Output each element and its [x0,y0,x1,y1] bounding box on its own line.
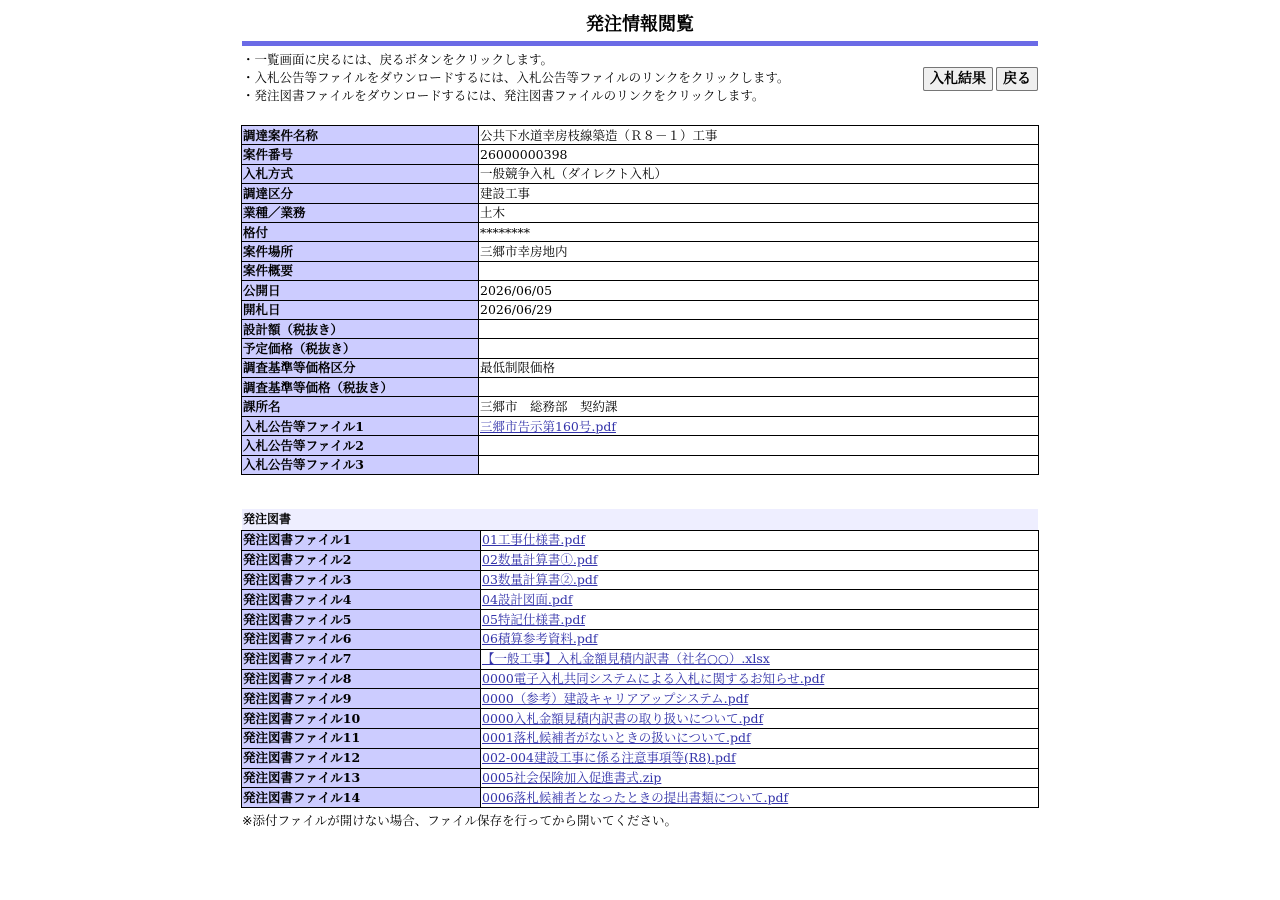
document-file-link[interactable]: 04設計図面.pdf [482,591,573,607]
document-row [242,590,1039,610]
document-row [242,709,1039,729]
info-value: 三郷市幸房地内 [479,242,1039,261]
instructions [242,51,1038,105]
document-file-link[interactable]: 05特記仕様書.pdf [482,611,586,627]
document-cell [481,550,1039,570]
documents-table [241,530,1039,808]
document-row [242,729,1039,749]
info-label: 調達案件名称 [242,126,479,145]
document-file-link[interactable]: 0005社会保険加入促進書式.zip [482,769,662,785]
document-cell [481,630,1039,650]
document-cell [481,570,1039,590]
info-row [242,145,1039,164]
instruction-line: ・一覧画面に戻るには、戻るボタンをクリックします。 [242,52,554,67]
document-file-link[interactable]: 06積算参考資料.pdf [482,631,598,647]
info-value: 公共下水道幸房枝線築造（Ｒ８－１）工事 [479,126,1039,145]
info-row [242,455,1039,474]
document-row [242,748,1039,768]
info-value: 三郷市 総務部 契約課 [479,397,1039,416]
document-file-link[interactable]: 0000（参考）建設キャリアアップシステム.pdf [482,690,749,706]
document-cell [481,748,1039,768]
info-row [242,164,1039,183]
order-info-table [241,125,1039,475]
info-label: 案件概要 [242,261,479,280]
document-label: 発注図書ファイル13 [242,768,481,788]
instruction-line: ・入札公告等ファイルをダウンロードするには、入札公告等ファイルのリンクをクリックします。 [242,70,790,85]
document-row [242,768,1039,788]
info-row [242,184,1039,203]
document-file-link[interactable]: 0001落札候補者がないときの扱いについて.pdf [482,730,751,746]
info-value [479,319,1039,338]
document-row [242,669,1039,689]
document-label: 発注図書ファイル12 [242,748,481,768]
info-row [242,203,1039,222]
document-row [242,550,1039,570]
action-buttons [923,67,1038,91]
title-divider [242,41,1038,46]
document-file-link[interactable]: 03数量計算書②.pdf [482,572,598,588]
info-label: 業種／業務 [242,203,479,222]
info-label: 調達区分 [242,184,479,203]
document-file-link[interactable]: 002-004建設工事に係る注意事項等(R8).pdf [482,750,736,766]
document-cell [481,610,1039,630]
info-label: 課所名 [242,397,479,416]
page-container [242,0,1038,830]
document-label: 発注図書ファイル3 [242,570,481,590]
info-row [242,378,1039,397]
document-label: 発注図書ファイル11 [242,729,481,749]
info-label: 公開日 [242,281,479,300]
document-row [242,531,1039,551]
document-cell [481,768,1039,788]
info-label: 案件番号 [242,145,479,164]
info-value [479,339,1039,358]
bid-result-button[interactable]: 入札結果 [923,67,993,91]
document-label: 発注図書ファイル8 [242,669,481,689]
info-label: 調査基準等価格区分 [242,358,479,377]
info-label: 案件場所 [242,242,479,261]
info-row [242,436,1039,455]
info-row [242,319,1039,338]
info-label: 入札方式 [242,164,479,183]
info-value: 26000000398 [479,145,1039,164]
document-row [242,610,1039,630]
info-label: 設計額（税抜き） [242,319,479,338]
info-value [479,261,1039,280]
document-label: 発注図書ファイル9 [242,689,481,709]
document-row [242,689,1039,709]
document-cell [481,709,1039,729]
info-value: ******** [479,222,1039,241]
info-label: 開札日 [242,300,479,319]
info-value: 一般競争入札（ダイレクト入札） [479,164,1039,183]
document-label: 発注図書ファイル14 [242,788,481,808]
info-row [242,300,1039,319]
notice-file-link[interactable]: 三郷市告示第160号.pdf [480,418,616,434]
info-value: 最低制限価格 [479,358,1039,377]
documents-section-heading: 発注図書 [242,509,1038,530]
back-button[interactable]: 戻る [996,67,1038,91]
document-label: 発注図書ファイル6 [242,630,481,650]
document-cell [481,590,1039,610]
document-label: 発注図書ファイル4 [242,590,481,610]
document-file-link[interactable]: 0000入札金額見積内訳書の取り扱いについて.pdf [482,710,764,726]
document-row [242,570,1039,590]
document-row [242,788,1039,808]
info-row [242,261,1039,280]
document-file-link[interactable]: 0006落札候補者となったときの提出書類について.pdf [482,789,789,805]
document-cell [481,788,1039,808]
info-row [242,358,1039,377]
info-value [479,436,1039,455]
info-row [242,222,1039,241]
document-file-link[interactable]: 【一般工事】入札金額見積内訳書（社名○○）.xlsx [482,651,770,667]
info-value: 2026/06/29 [479,300,1039,319]
info-value: 建設工事 [479,184,1039,203]
document-cell [481,649,1039,669]
info-value: 2026/06/05 [479,281,1039,300]
footnote: ※添付ファイルが開けない場合、ファイル保存を行ってから開いてください。 [242,813,677,829]
info-label: 調査基準等価格（税抜き） [242,378,479,397]
document-file-link[interactable]: 01工事仕様書.pdf [482,532,586,548]
info-row [242,126,1039,145]
document-label: 発注図書ファイル10 [242,709,481,729]
document-label: 発注図書ファイル5 [242,610,481,630]
info-value [479,416,1039,435]
document-label: 発注図書ファイル2 [242,550,481,570]
document-file-link[interactable]: 0000電子入札共同システムによる入札に関するお知らせ.pdf [482,671,825,686]
info-row [242,397,1039,416]
document-cell [481,669,1039,689]
document-cell [481,689,1039,709]
info-value [479,378,1039,397]
document-file-link[interactable]: 02数量計算書①.pdf [482,552,598,568]
page-title: 発注情報閲覧 [586,14,694,35]
info-label: 入札公告等ファイル1 [242,416,479,435]
info-row [242,416,1039,435]
info-label: 予定価格（税抜き） [242,339,479,358]
document-row [242,630,1039,650]
document-label: 発注図書ファイル1 [242,531,481,551]
document-cell [481,729,1039,749]
instruction-line: ・発注図書ファイルをダウンロードするには、発注図書ファイルのリンクをクリックします。 [242,88,765,103]
document-cell [481,531,1039,551]
info-value: 土木 [479,203,1039,222]
info-row [242,242,1039,261]
document-row [242,649,1039,669]
info-value [479,455,1039,474]
info-row [242,339,1039,358]
info-row [242,281,1039,300]
info-label: 入札公告等ファイル2 [242,436,479,455]
document-label: 発注図書ファイル7 [242,649,481,669]
info-label: 入札公告等ファイル3 [242,455,479,474]
info-label: 格付 [242,222,479,241]
